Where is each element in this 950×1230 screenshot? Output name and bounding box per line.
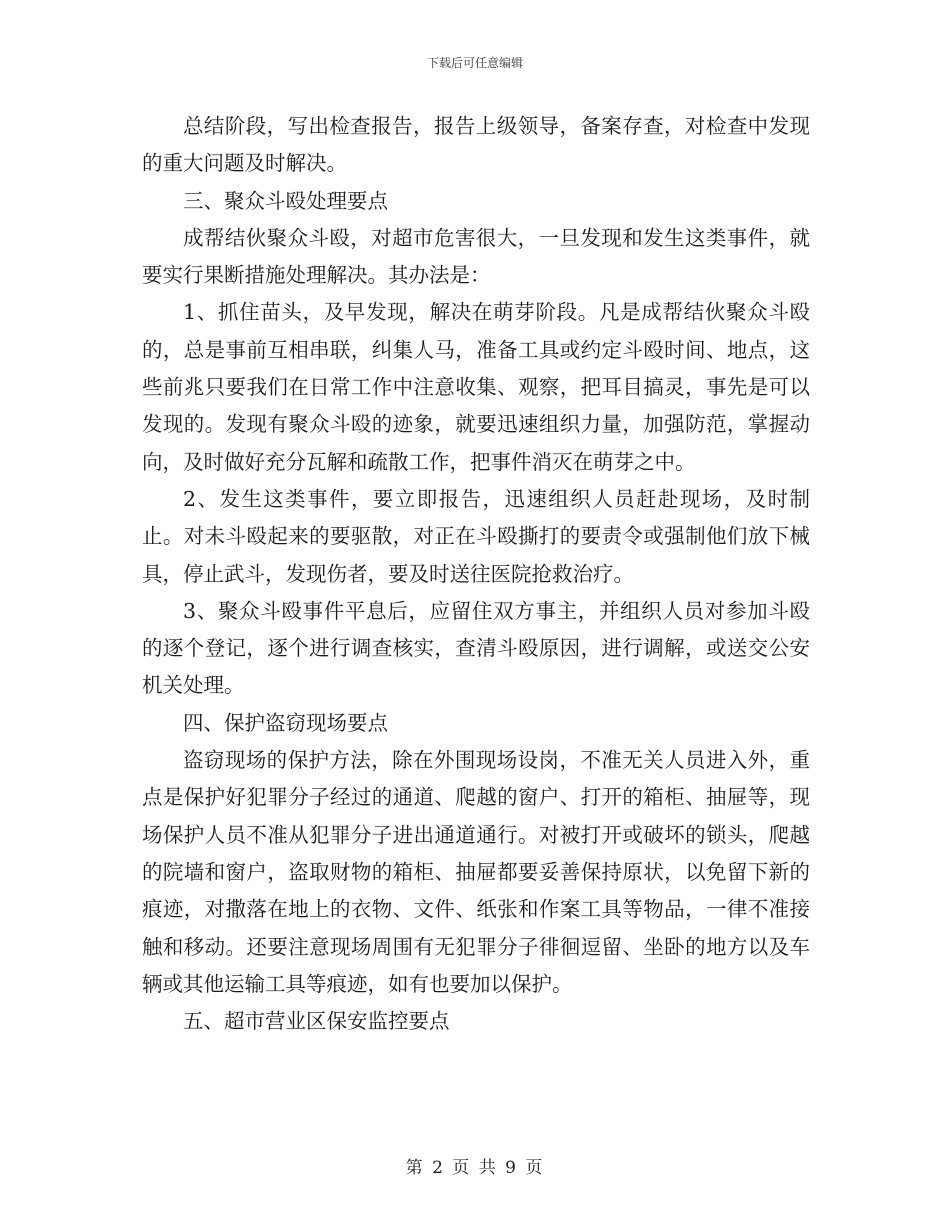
paragraph-brawl-point-1: 1、抓住苗头，及早发现，解决在萌芽阶段。凡是成帮结伙聚众斗殴的，总是事前互相串联，纠集人马，准备工具或约定斗殴时间、地点，这些前兆只要我们在日常工作中注意收集、观察，把耳目搞灵，事先是可以发现的。发现有聚众斗殴的迹象，就要迅速组织力量，加强防范，掌握动向，及时做好充分瓦解和疏散工作，把事件消灭在萌芽之中。: [142, 300, 810, 474]
paragraph-brawl-intro: 成帮结伙聚众斗殴，对超市危害很大，一旦发现和发生这类事件，就要实行果断措施处理解决。其办法是：: [142, 225, 810, 288]
paragraph-brawl-point-2: 2、发生这类事件，要立即报告，迅速组织人员赶赴现场，及时制止。对未斗殴起来的要驱散，对正在斗殴撕打的要责令或强制他们放下械具，停止武斗，发现伤者，要及时送往医院抢救治疗。: [142, 486, 810, 586]
page-number: 第 2 页 共 9 页: [405, 1158, 545, 1178]
paragraph-summary-stage: 总结阶段，写出检查报告，报告上级领导，备案存查，对检查中发现的重大问题及时解决。: [142, 114, 810, 176]
section-heading-brawl: 三、聚众斗殴处理要点: [183, 188, 388, 213]
section-heading-monitoring: 五、超市营业区保安监控要点: [183, 1009, 450, 1034]
paragraph-theft-scene: 盗窃现场的保护方法，除在外围现场设岗，不准无关人员进入外，重点是保护好犯罪分子经过的通道、爬越的窗户、打开的箱柜、抽屉等，现场保护人员不准从犯罪分子进出通道通行。对被打开或破坏的锁头，爬越的院墙和窗户，盗取财物的箱柜、抽屉都要妥善保持原状，以免留下新的痕迹，对撒落在地上的衣物、文件、纸张和作案工具等物品，一律不准接触和移动。还要注意现场周围有无犯罪分子徘徊逗留、坐卧的地方以及车辆或其他运输工具等痕迹，如有也要加以保护。: [142, 748, 810, 996]
paragraph-brawl-point-3: 3、聚众斗殴事件平息后，应留住双方事主，并组织人员对参加斗殴的逐个登记，逐个进行调查核实，查清斗殴原因，进行调解，或送交公安机关处理。: [142, 598, 810, 698]
page-header: 下载后可任意编辑: [426, 56, 523, 70]
section-heading-theft-scene: 四、保护盗窃现场要点: [183, 710, 388, 735]
document-body: [142, 108, 810, 1040]
